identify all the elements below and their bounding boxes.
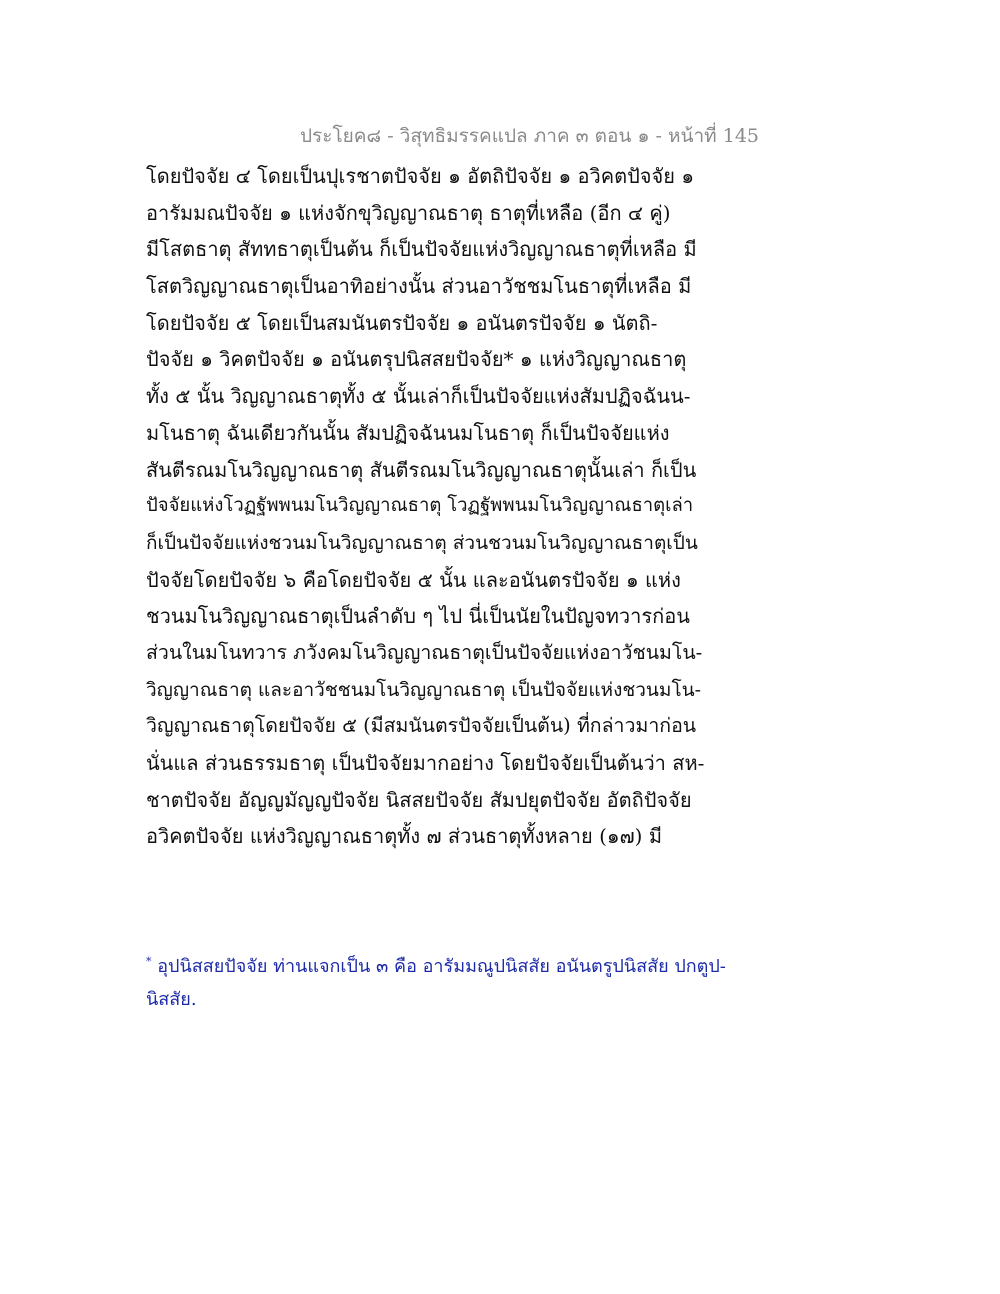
body-line: นั่นแล ส่วนธรรมธาตุ เป็นปัจจัยมากอย่าง โดยปัจจัยเป็นต้นว่า สห-	[146, 751, 705, 775]
body-line: ทั้ง ๕ นั้น วิญญาณธาตุทั้ง ๕ นั้นเล่าก็เป็นปัจจัยแห่งสัมปฏิจฉันน-	[146, 384, 691, 409]
body-line: โสตวิญญาณธาตุเป็นอาทิอย่างนั้น ส่วนอาวัชชมโนธาตุที่เหลือ มี	[146, 274, 692, 299]
running-header: ประโยค๘ - วิสุทธิมรรคแปล ภาค ๓ ตอน ๑ - หน้าที่ 145	[300, 125, 760, 147]
body-line: วิญญาณธาตุโดยปัจจัย ๕ (มีสมนันตรปัจจัยเป็นต้น) ที่กล่าวมาก่อน	[146, 714, 697, 738]
body-line: ส่วนในมโนทวาร ภวังคมโนวิญญาณธาตุเป็นปัจจัยแห่งอาวัชนมโน-	[146, 640, 703, 664]
body-line: มโนธาตุ ฉันเดียวกันนั้น สัมปฏิจฉันนมโนธาตุ ก็เป็นปัจจัยแห่ง	[146, 420, 670, 445]
body-line: โดยปัจจัย ๔ โดยเป็นปุเรชาตปัจจัย ๑ อัตถิปัจจัย ๑ อวิคตปัจจัย ๑	[146, 164, 695, 188]
main-body-text	[146, 158, 706, 855]
body-line: โดยปัจจัย ๕ โดยเป็นสมนันตรปัจจัย ๑ อนันตรปัจจัย ๑ นัตถิ-	[146, 310, 658, 335]
body-line: สันตีรณมโนวิญญาณธาตุ สันตีรณมโนวิญญาณธาตุนั้นเล่า ก็เป็น	[146, 457, 697, 482]
body-line: อารัมมณปัจจัย ๑ แห่งจักขุวิญญาณธาตุ ธาตุที่เหลือ (อีก ๔ คู่)	[146, 200, 671, 225]
body-line: ชาตปัจจัย อัญญมัญญปัจจัย นิสสยปัจจัย สัมปยุตปัจจัย อัตถิปัจจัย	[146, 787, 692, 812]
footnote	[146, 950, 746, 1016]
body-line: ก็เป็นปัจจัยแห่งชวนมโนวิญญาณธาตุ ส่วนชวนมโนวิญญาณธาตุเป็น	[146, 531, 698, 554]
body-line: ชวนมโนวิญญาณธาตุเป็นลำดับ ๆ ไป นี่เป็นนัยในปัญจทวารก่อน	[146, 604, 690, 629]
body-line: มีโสตธาตุ สัททธาตุเป็นต้น ก็เป็นปัจจัยแห่งวิญญาณธาตุที่เหลือ มี	[146, 237, 697, 262]
footnote-text: อุปนิสสยปัจจัย ท่านแจกเป็น ๓ คือ อารัมมณูปนิสสัย อนันตรูปนิสสัย ปกตูป-	[157, 956, 726, 977]
body-line: ปัจจัยแห่งโวฏฐัพพนมโนวิญญาณธาตุ โวฏฐัพพนมโนวิญญาณธาตุเล่า	[146, 495, 694, 517]
footnote-line	[146, 950, 746, 983]
footnote-marker: *	[146, 955, 152, 968]
footnote-line: นิสสัย.	[146, 989, 197, 1010]
body-line: ปัจจัย ๑ วิคตปัจจัย ๑ อนันตรุปนิสสยปัจจัย* ๑ แห่งวิญญาณธาตุ	[146, 347, 687, 372]
body-line: วิญญาณธาตุ และอาวัชชนมโนวิญญาณธาตุ เป็นปัจจัยแห่งชวนมโน-	[146, 678, 702, 701]
body-line: ปัจจัยโดยปัจจัย ๖ คือโดยปัจจัย ๕ นั้น และอนันตรปัจจัย ๑ แห่ง	[146, 567, 681, 592]
body-line: อวิคตปัจจัย แห่งวิญญาณธาตุทั้ง ๗ ส่วนธาตุทั้งหลาย (๑๗) มี	[146, 824, 662, 849]
